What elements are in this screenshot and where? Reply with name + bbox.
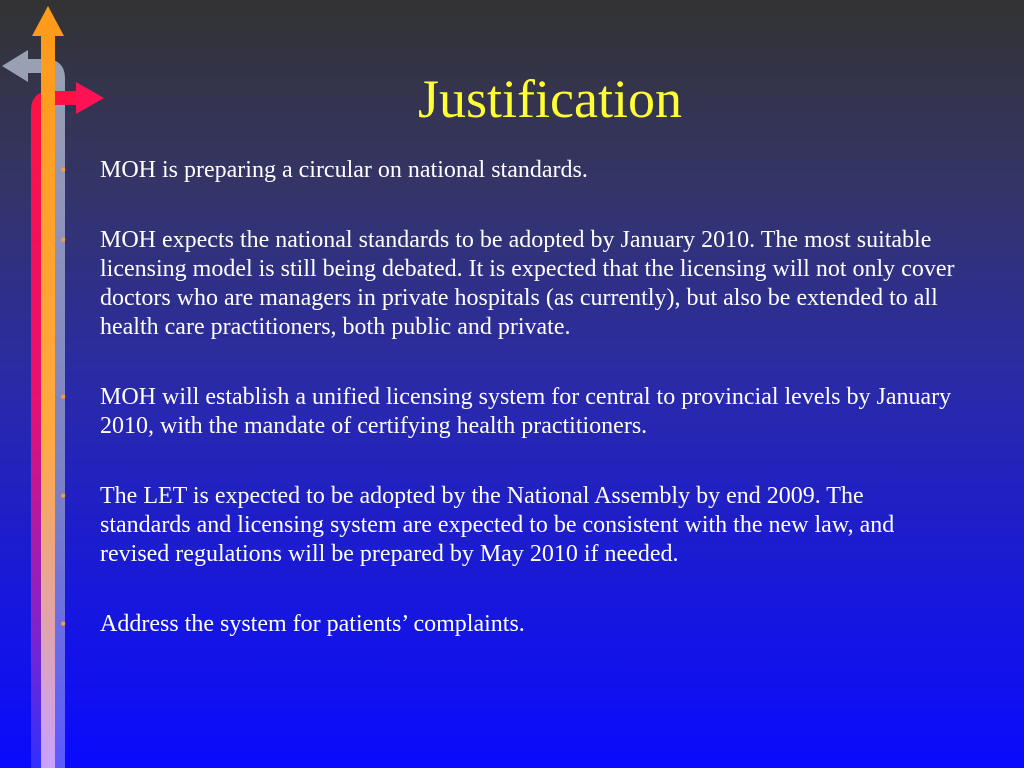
list-item — [60, 610, 960, 639]
bullet-marker: • — [60, 387, 67, 407]
bullet-marker: • — [60, 486, 67, 506]
bullet-marker: • — [60, 160, 67, 180]
slide-title: Justification — [418, 69, 682, 129]
bullet-text: The LET is expected to be adopted by the National Assembly by end 2009. The standards and licensing system are expected to be consistent with the new law, and revised regulations will be prepared by May 2010 if needed. — [100, 483, 895, 567]
bullet-marker: • — [60, 230, 67, 250]
list-item — [60, 482, 960, 569]
bullet-marker: • — [60, 614, 67, 634]
bullet-text: MOH expects the national standards to be adopted by January 2010. The most suitable licensing model is still being debated. It is expected that the licensing will not only cover doctors who are managers in private hospitals (as currently), but also be extended to all health care practitioners, both public and private. — [100, 227, 955, 340]
list-item — [60, 383, 960, 441]
bullet-text: Address the system for patients’ complaints. — [100, 611, 525, 637]
list-item — [60, 156, 960, 185]
bullet-text: MOH is preparing a circular on national standards. — [100, 157, 588, 183]
list-item — [60, 226, 960, 342]
bullet-list — [60, 156, 960, 680]
bullet-text: MOH will establish a unified licensing system for central to provincial levels by January 2010, with the mandate of certifying health practitioners. — [100, 384, 952, 439]
